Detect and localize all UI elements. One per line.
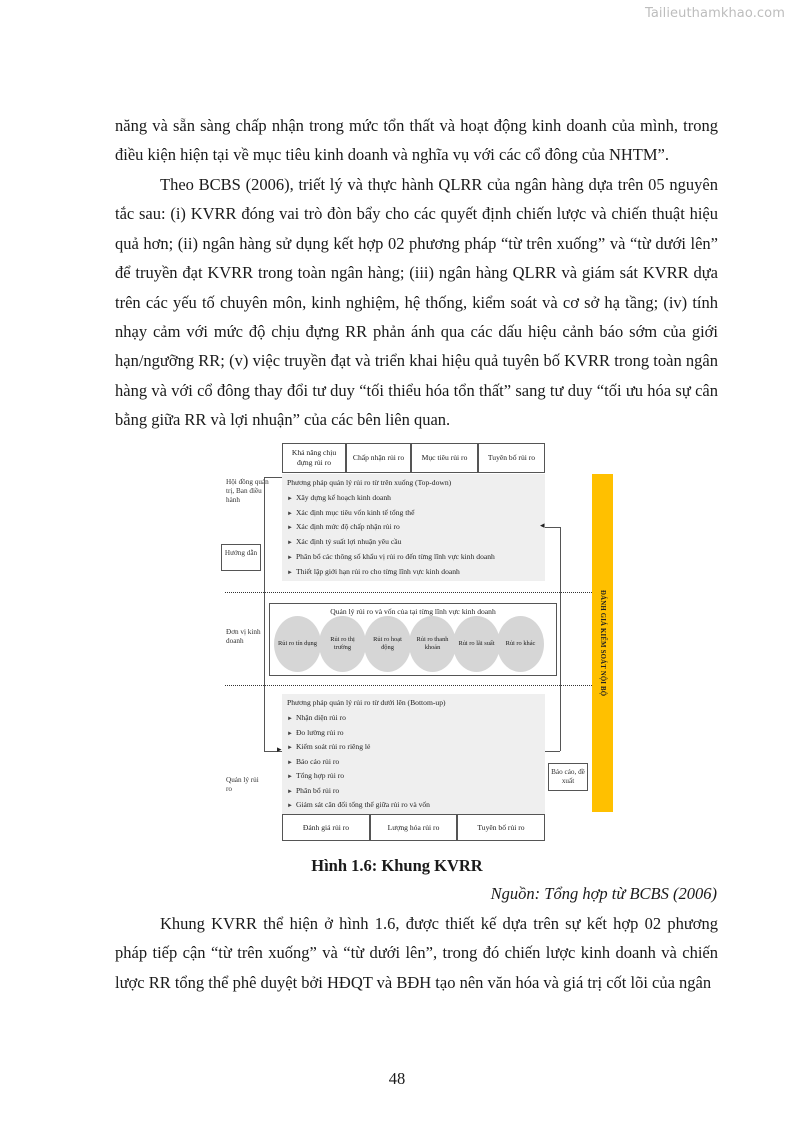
arrow-right-icon: ▸ xyxy=(277,744,282,754)
triangle-bullet-icon: ► xyxy=(287,511,293,517)
top-down-item-text: Xác định tỷ suất lợi nhuận yêu cầu xyxy=(295,537,402,546)
bottom-up-title: Phương pháp quản lý rủi ro từ dưới lên (Bottom-up) xyxy=(287,698,446,707)
bottom-box-statement: Tuyên bố rủi ro xyxy=(457,814,545,841)
bottom-up-item-text: Đo lường rủi ro xyxy=(295,728,344,737)
connector-line xyxy=(264,477,265,751)
paragraph-1: năng và sẵn sàng chấp nhận trong mức tổn thất và hoạt động kinh doanh của mình, trong điều kiện hiện tại về mục tiêu kinh doanh và nghĩa vụ với các cổ đông của NHTM”. xyxy=(115,116,718,165)
connector-line xyxy=(264,477,282,478)
top-down-item-text: Xác định mục tiêu vốn kinh tế tổng thể xyxy=(295,508,415,517)
triangle-bullet-icon: ► xyxy=(287,745,293,751)
top-down-item-text: Xây dựng kế hoạch kinh doanh xyxy=(295,493,391,502)
bottom-up-item xyxy=(287,728,344,739)
top-down-item-text: Xác định mức độ chấp nhận rủi ro xyxy=(295,522,400,531)
top-box-acceptance: Chấp nhận rủi ro xyxy=(346,443,411,473)
bottom-up-item-text: Phân bổ rủi ro xyxy=(295,786,340,795)
top-down-item-text: Thiết lập giới hạn rủi ro cho từng lĩnh vực kinh doanh xyxy=(295,567,460,576)
top-box-tolerance: Khả năng chịu đựng rủi ro xyxy=(282,443,346,473)
top-down-item xyxy=(287,522,400,533)
figure-caption: Hình 1.6: Khung KVRR xyxy=(311,856,483,875)
label-business-unit: Đơn vị kinh doanh xyxy=(226,628,261,645)
triangle-bullet-icon: ► xyxy=(287,789,293,795)
triangle-bullet-icon: ► xyxy=(287,731,293,737)
watermark: Tailieuthamkhao.com xyxy=(644,6,785,21)
figure-source: Nguồn: Tổng hợp từ BCBS (2006) xyxy=(490,884,717,903)
triangle-bullet-icon: ► xyxy=(287,525,293,531)
separator-line xyxy=(225,685,592,686)
triangle-bullet-icon: ► xyxy=(287,540,293,546)
triangle-bullet-icon: ► xyxy=(287,803,293,809)
triangle-bullet-icon: ► xyxy=(287,570,293,576)
label-guide: Hướng dẫn xyxy=(224,549,258,557)
top-box-target: Mục tiêu rủi ro xyxy=(411,443,478,473)
bottom-box-assessment: Đánh giá rủi ro xyxy=(282,814,370,841)
risk-oval-interest: Rủi ro lãi suất xyxy=(453,616,500,672)
triangle-bullet-icon: ► xyxy=(287,716,293,722)
report-box-label: Báo cáo, đề xuất xyxy=(551,768,585,785)
triangle-bullet-icon: ► xyxy=(287,760,293,766)
bottom-up-item-text: Báo cáo rủi ro xyxy=(295,757,340,766)
paragraph-2: Theo BCBS (2006), triết lý và thực hành QLRR của ngân hàng dựa trên 05 nguyên tắc sau: (i) KVRR đóng vai trò đòn bẩy cho các quyết định chiến lược và chiến thuật hiệu quả hơn; (ii) ngân hàng sử dụng kết hợp 02 phương pháp “từ trên xuống” và “từ dưới lên” để truyền đạt KVRR trong toàn ngân hàng; (iii) ngân hàng QLRR và giám sát KVRR dựa trên các yếu tố chuyên môn, kinh nghiệm, hệ thống, kiểm soát và cơ sở hạ tầng; (iv) tính nhạy cảm với mức độ chịu đựng RR phản ánh qua các dấu hiệu cảnh báo sớm của giới hạn/ngưỡng RR; (v) việc truyền đạt và triển khai hiệu quả tuyên bố KVRR trong toàn ngân hàng và với cổ đông thay đổi tư duy “tối thiểu hóa tổn thất” sang tư duy “tối ưu hóa sự cân bằng giữa RR và lợi nhuận” của các bên liên quan. xyxy=(115,175,718,430)
top-down-item xyxy=(287,493,391,504)
top-down-title: Phương pháp quản lý rủi ro từ trên xuống (Top-down) xyxy=(287,478,452,487)
bottom-up-item xyxy=(287,786,339,797)
top-down-item xyxy=(287,537,401,548)
bottom-up-item-text: Giám sát cân đối tổng thể giữa rủi ro và vốn xyxy=(295,800,430,809)
paragraph-3: Khung KVRR thể hiện ở hình 1.6, được thiết kế dựa trên sự kết hợp 02 phương pháp tiếp cận “từ trên xuống” và “từ dưới lên”, trong đó chiến lược kinh doanh và chiến lược RR tổng thể phê duyệt bởi HĐQT và BĐH tạo nên văn hóa và giá trị cốt lõi của ngân xyxy=(115,914,718,992)
top-down-item xyxy=(287,508,414,519)
risk-oval-liquidity: Rủi ro thanh khoản xyxy=(409,616,456,672)
label-risk-management: Quản lý rủi ro xyxy=(226,776,259,793)
internal-control-label: ĐÁNH GIÁ KIỂM SOÁT NỘI BỘ xyxy=(599,589,606,697)
internal-control-bar xyxy=(592,474,613,812)
business-line-title: Quản lý rủi ro và vốn của tại từng lĩnh vực kinh doanh xyxy=(330,607,496,616)
arrow-left-icon: ◂ xyxy=(540,520,545,530)
bottom-up-item xyxy=(287,800,430,811)
risk-oval-credit: Rủi ro tín dụng xyxy=(274,616,321,672)
triangle-bullet-icon: ► xyxy=(287,774,293,780)
top-down-item-text: Phân bổ các thông số khẩu vị rủi ro đến từng lĩnh vực kinh doanh xyxy=(295,552,495,561)
bottom-up-item-text: Kiểm soát rủi ro riêng lẻ xyxy=(295,742,371,751)
page-number: 48 xyxy=(388,1069,406,1088)
separator-line xyxy=(225,592,592,593)
connector-line xyxy=(545,751,560,752)
risk-oval-market: Rủi ro thị trường xyxy=(319,616,366,672)
top-down-item xyxy=(287,567,460,578)
top-down-item xyxy=(287,552,495,563)
bottom-up-item xyxy=(287,771,344,782)
bottom-up-item xyxy=(287,742,370,753)
bottom-up-item-text: Tổng hợp rủi ro xyxy=(295,771,345,780)
triangle-bullet-icon: ► xyxy=(287,555,293,561)
connector-arrow xyxy=(545,527,560,528)
bottom-box-quantification: Lượng hóa rủi ro xyxy=(370,814,457,841)
triangle-bullet-icon: ► xyxy=(287,496,293,502)
risk-oval-operational: Rủi ro hoạt động xyxy=(364,616,411,672)
risk-oval-other: Rủi ro khác xyxy=(497,616,544,672)
bottom-up-item xyxy=(287,713,346,724)
connector-line xyxy=(560,527,561,751)
label-board: Hội đồng quản trị, Ban điều hành xyxy=(226,478,269,504)
top-box-statement: Tuyên bố rủi ro xyxy=(478,443,545,473)
bottom-up-item xyxy=(287,757,339,768)
bottom-up-item-text: Nhận diện rủi ro xyxy=(295,713,346,722)
